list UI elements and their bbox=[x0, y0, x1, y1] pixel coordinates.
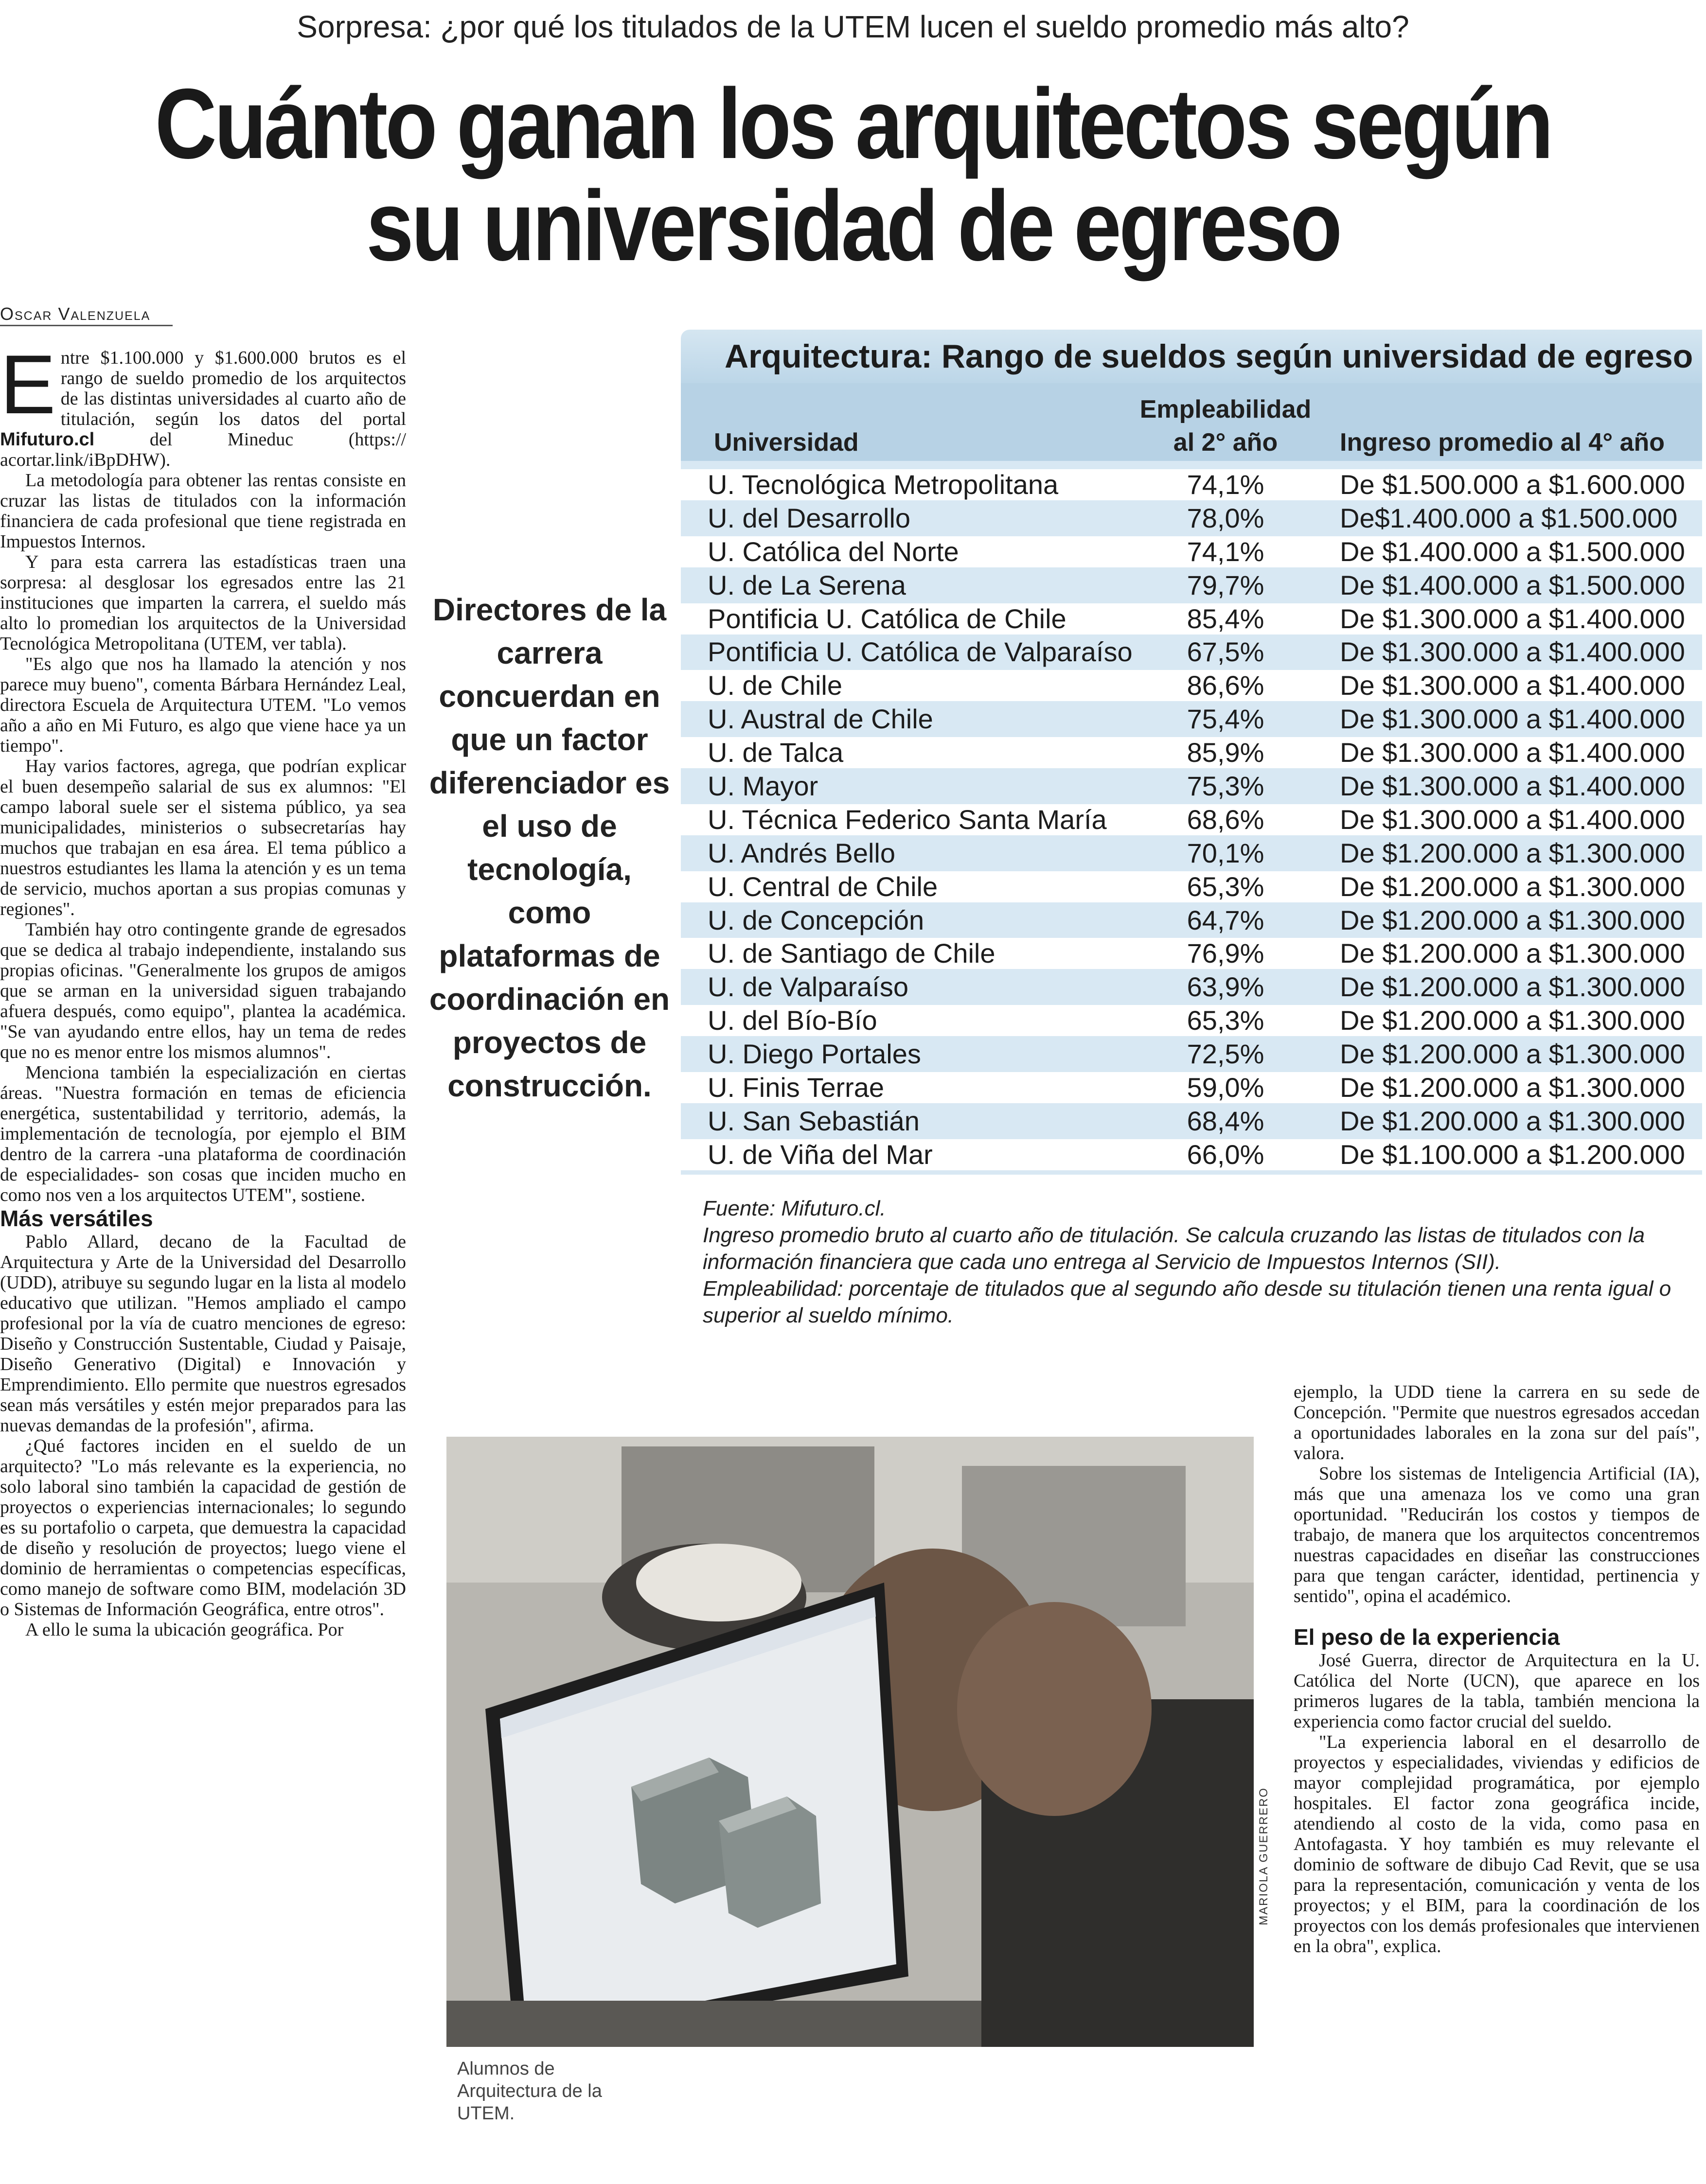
employability-cell: 65,3% bbox=[1187, 871, 1264, 902]
university-cell: U. de La Serena bbox=[708, 569, 906, 600]
income-cell: De $1.200.000 a $1.300.000 bbox=[1340, 938, 1685, 969]
salary-table bbox=[681, 330, 1702, 1175]
table-body bbox=[681, 461, 1702, 1175]
note-employability: Empleabilidad: porcentaje de titulados que al segundo año desde su titulación tienen una renta igual o superior al sueldo mínimo. bbox=[703, 1277, 1671, 1327]
table-row bbox=[681, 870, 1702, 904]
employability-cell: 85,4% bbox=[1187, 603, 1264, 634]
paragraph: A ello le suma la ubicación geográfica. Por bbox=[25, 1620, 344, 1640]
university-cell: Pontificia U. Católica de Valparaíso bbox=[708, 636, 1133, 668]
paragraph: También hay otro contingente grande de egresados que se dedica al trabajo independiente, instalando sus propias oficinas. "Generalmente los grupos de amigos que se arman en la universidad siguen trabajando afuera después, como equipo", plantea la académica. "Se van ayudando entre ellos, hay un tema de redes que no es menor entre los mismos alumnos". bbox=[0, 919, 406, 1062]
table-row bbox=[681, 803, 1702, 837]
table-row bbox=[681, 468, 1702, 502]
pull-quote: Directores de la carrera concuerdan en que un factor diferenciador es el uso de tecnología, como plataformas de coordinación en proyectos de construcción. bbox=[429, 592, 670, 1103]
note-income: Ingreso promedio bruto al cuarto año de titulación. Se calcula cruzando las listas de titulados con la información financiera que cada uno entrega al Servicio de Impuestos Internos (SII). bbox=[703, 1223, 1645, 1274]
paragraph: Y para esta carrera las estadísticas traen una sorpresa: al desglosar los egresados entre las 21 instituciones que imparten la carrera, el sueldo más alto lo promedian los arquitectos de la Universidad Tecnológica Metropolitana (UTEM, ver tabla). bbox=[0, 552, 406, 654]
mifuturo-link: Mifuturo.cl bbox=[0, 429, 95, 450]
kicker: Sorpresa: ¿por qué los titulados de la UTEM lucen el sueldo promedio más alto? bbox=[297, 9, 1409, 44]
photo-illustration bbox=[446, 1437, 1254, 2047]
paragraph: "Es algo que nos ha llamado la atención y nos parece muy bueno", comenta Bárbara Hernández Leal, directora Escuela de Arquitectura UTEM. "Lo vemos año a año en Mi Futuro, es algo que viene hace ya un tiempo". bbox=[0, 654, 406, 756]
paragraph: ejemplo, la UDD tiene la carrera en su sede de Concepción. "Permite que nuestros egresados accedan a oportunidades laborales en la zona sur del país", valora. bbox=[1294, 1382, 1700, 1463]
right-column bbox=[1294, 1382, 1700, 1956]
employability-cell: 78,0% bbox=[1187, 502, 1264, 533]
header-income: Ingreso promedio al 4° año bbox=[1340, 428, 1665, 457]
photo-caption: Alumnos de Arquitectura de la UTEM. bbox=[457, 2059, 602, 2124]
income-cell: De $1.300.000 a $1.400.000 bbox=[1340, 670, 1685, 701]
employability-cell: 76,9% bbox=[1187, 938, 1264, 969]
photo-credit: MARIOLA GUERRERO bbox=[1257, 1787, 1270, 1925]
note-source: Fuente: Mifuturo.cl. bbox=[703, 1197, 886, 1220]
byline: Oscar Valenzuela bbox=[0, 304, 151, 324]
employability-cell: 72,5% bbox=[1187, 1039, 1264, 1070]
byline-rule bbox=[0, 325, 173, 326]
income-cell: De $1.300.000 a $1.400.000 bbox=[1340, 636, 1685, 668]
income-cell: De $1.200.000 a $1.300.000 bbox=[1340, 837, 1685, 868]
income-cell: De $1.300.000 a $1.400.000 bbox=[1340, 737, 1685, 768]
income-cell: De $1.400.000 a $1.500.000 bbox=[1340, 536, 1685, 567]
employability-cell: 74,1% bbox=[1187, 536, 1264, 567]
paragraph: Hay varios factores, agrega, que podrían explicar el buen desempeño salarial de sus ex alumnos: "El campo laboral suele ser el sistema público, ya sea municipalidades, ministerios o subsecretarías hay muchos que trabajan en esa área. El tema público a nuestros estudiantes les llama la atención y es un tema de servicio, muchos aportan a sus propias comunas y regiones". bbox=[0, 756, 406, 919]
paragraph: Sobre los sistemas de Inteligencia Artificial (IA), más que una amenaza los ve como una gran oportunidad. "Reducirán los costos y tiempos de trabajo, de manera que los arquitectos concentremos nuestras capacidades en diseñar las construcciones para que tengan carácter, identidad, pertinencia y sentido", opina el académico. bbox=[1294, 1463, 1700, 1606]
university-cell: U. de Talca bbox=[708, 737, 844, 768]
headline-line-2: su universidad de egreso bbox=[366, 170, 1340, 282]
table-row bbox=[681, 669, 1702, 703]
paragraph: "La experiencia laboral en el desarrollo de proyectos y especialidades, viviendas y edificios de mayor complejidad programática, por ejemplo hospitales. El factor zona geográfica incide, atendiendo al costo de la vida, como pasa en Antofagasta. Y hoy también es muy relevante el dominio de software de dibujo Cad Revit, que se usa para la representación, comunicación y venta de los proyectos; y el BIM, para la coordinación de los proyectos con los demás profesionales que intervienen en la obra", explica. bbox=[1294, 1732, 1700, 1956]
employability-cell: 70,1% bbox=[1187, 837, 1264, 868]
university-cell: U. de Chile bbox=[708, 670, 843, 701]
income-cell: De $1.300.000 a $1.400.000 bbox=[1340, 704, 1685, 735]
income-cell: De $1.200.000 a $1.300.000 bbox=[1340, 904, 1685, 935]
table-row bbox=[681, 970, 1702, 1004]
employability-cell: 86,6% bbox=[1187, 670, 1264, 701]
employability-cell: 75,4% bbox=[1187, 704, 1264, 735]
income-cell: De $1.500.000 a $1.600.000 bbox=[1340, 469, 1685, 500]
income-cell: De$1.400.000 a $1.500.000 bbox=[1340, 502, 1678, 533]
table-row bbox=[681, 602, 1702, 636]
employability-cell: 75,3% bbox=[1187, 771, 1264, 802]
university-cell: U. Finis Terrae bbox=[708, 1072, 885, 1103]
table-row bbox=[681, 770, 1702, 803]
employability-cell: 68,6% bbox=[1187, 804, 1264, 835]
income-cell: De $1.300.000 a $1.400.000 bbox=[1340, 603, 1685, 634]
table-row bbox=[681, 502, 1702, 535]
table-row bbox=[681, 736, 1702, 770]
employability-cell: 64,7% bbox=[1187, 904, 1264, 935]
photo-students bbox=[446, 1437, 1254, 2047]
university-cell: U. del Bío-Bío bbox=[708, 1005, 877, 1036]
subhead-mas-versatiles: Más versátiles bbox=[0, 1206, 153, 1231]
university-cell: U. del Desarrollo bbox=[708, 502, 911, 533]
paragraph: Menciona también la especialización en ciertas áreas. "Nuestra formación en temas de eficiencia energética, sustentabilidad y territorio, además, la implementación de tecnología, por ejemplo el BIM dentro de la carrera -una plataforma de coordinación de especialidades- son cosas que inciden mucho en como nos ven a los arquitectos UTEM", sostiene. bbox=[0, 1062, 406, 1205]
employability-cell: 63,9% bbox=[1187, 971, 1264, 1003]
income-cell: De $1.200.000 a $1.300.000 bbox=[1340, 1072, 1685, 1103]
table-row bbox=[681, 535, 1702, 569]
employability-cell: 68,4% bbox=[1187, 1105, 1264, 1136]
table-row bbox=[681, 837, 1702, 870]
income-cell: De $1.200.000 a $1.300.000 bbox=[1340, 1105, 1685, 1136]
income-cell: De $1.200.000 a $1.300.000 bbox=[1340, 971, 1685, 1003]
employability-cell: 79,7% bbox=[1187, 569, 1264, 600]
header-university: Universidad bbox=[714, 428, 859, 457]
table-row bbox=[681, 569, 1702, 602]
university-cell: U. Tecnológica Metropolitana bbox=[708, 469, 1059, 500]
header-employability-2: al 2° año bbox=[1173, 428, 1278, 457]
university-cell: U. Técnica Federico Santa María bbox=[708, 804, 1107, 835]
university-cell: U. Diego Portales bbox=[708, 1039, 921, 1070]
university-cell: U. de Valparaíso bbox=[708, 971, 908, 1003]
income-cell: De $1.100.000 a $1.200.000 bbox=[1340, 1139, 1685, 1170]
income-cell: De $1.200.000 a $1.300.000 bbox=[1340, 1039, 1685, 1070]
income-cell: De $1.300.000 a $1.400.000 bbox=[1340, 804, 1685, 835]
employability-cell: 65,3% bbox=[1187, 1005, 1264, 1036]
employability-cell: 66,0% bbox=[1187, 1139, 1264, 1170]
table-row bbox=[681, 904, 1702, 937]
university-cell: U. Mayor bbox=[708, 771, 818, 802]
university-cell: U. San Sebastián bbox=[708, 1105, 920, 1136]
table-row bbox=[681, 1004, 1702, 1038]
headline-line-1: Cuánto ganan los arquitectos según bbox=[155, 68, 1551, 179]
university-cell: Pontificia U. Católica de Chile bbox=[708, 603, 1066, 634]
table-row bbox=[681, 1138, 1702, 1172]
university-cell: U. de Santiago de Chile bbox=[708, 938, 995, 969]
subhead-peso-experiencia: El peso de la experiencia bbox=[1294, 1624, 1560, 1650]
table-title: Arquitectura: Rango de sueldos según universidad de egreso bbox=[681, 330, 1702, 383]
table-row bbox=[681, 1038, 1702, 1071]
table-header bbox=[681, 383, 1702, 461]
table-row bbox=[681, 1105, 1702, 1138]
university-cell: U. Central de Chile bbox=[708, 871, 938, 902]
table-row bbox=[681, 1071, 1702, 1105]
left-column bbox=[0, 338, 406, 1640]
paragraph: ¿Qué factores inciden en el sueldo de un arquitecto? "Lo más relevante es la experiencia, no solo laboral sino también la capacidad de gestión de proyectos o experiencias internacionales; lo segundo es su portafolio o carpeta, que demuestra la capacidad de diseño y resolución de proyectos; luego viene el dominio de herramientas o competencias específicas, como manejo de software como BIM, modelación 3D o Sistemas de Información Geográfica, entre otros". bbox=[0, 1436, 406, 1620]
drop-cap: E bbox=[0, 338, 56, 431]
table-notes bbox=[703, 1195, 1675, 1329]
income-cell: De $1.300.000 a $1.400.000 bbox=[1340, 771, 1685, 802]
university-cell: U. de Viña del Mar bbox=[708, 1139, 933, 1170]
employability-cell: 85,9% bbox=[1187, 737, 1264, 768]
intro-end: del Mineduc (https:// acortar.link/iBpDHW). bbox=[0, 429, 406, 470]
paragraph: Pablo Allard, decano de la Facultad de Arquitectura y Arte de la Universidad del Desarrollo (UDD), atribuye su segundo lugar en la lista al modelo educativo que utilizan. "Hemos ampliado el campo profesional por la vía de cuatro menciones de egreso: Diseño y Construcción Sustentable, Ciudad y Paisaje, Diseño Generativo (Digital) e Innovación y Emprendimiento. Ello permite que nuestros egresados sean más versátiles y estén mejor preparados para las nuevas demandas de la profesión", afirma. bbox=[0, 1232, 406, 1436]
university-cell: U. Austral de Chile bbox=[708, 704, 933, 735]
headline bbox=[120, 68, 1587, 282]
table-row bbox=[681, 703, 1702, 736]
income-cell: De $1.200.000 a $1.300.000 bbox=[1340, 1005, 1685, 1036]
table-row bbox=[681, 635, 1702, 669]
paragraph: La metodología para obtener las rentas consiste en cruzar las listas de titulados con la información financiera de cada profesional que tiene registrada en Impuestos Internos. bbox=[0, 470, 406, 552]
university-cell: U. Católica del Norte bbox=[708, 536, 959, 567]
intro-paragraph bbox=[0, 338, 406, 470]
table-row bbox=[681, 937, 1702, 970]
intro-text: ntre $1.100.000 y $1.600.000 brutos es el rango de sueldo promedio de los arquitectos de las distintas universidades al cuarto año de titulación, según los datos del portal bbox=[60, 348, 406, 429]
income-cell: De $1.200.000 a $1.300.000 bbox=[1340, 871, 1685, 902]
employability-cell: 67,5% bbox=[1187, 636, 1264, 668]
employability-cell: 59,0% bbox=[1187, 1072, 1264, 1103]
header-employability-1: Empleabilidad bbox=[1139, 395, 1312, 423]
paragraph: José Guerra, director de Arquitectura en la U. Católica del Norte (UCN), que aparece en los primeros lugares de la tabla, también menciona la experiencia como factor crucial del sueldo. bbox=[1294, 1650, 1700, 1732]
income-cell: De $1.400.000 a $1.500.000 bbox=[1340, 569, 1685, 600]
university-cell: U. Andrés Bello bbox=[708, 837, 895, 868]
university-cell: U. de Concepción bbox=[708, 904, 924, 935]
employability-cell: 74,1% bbox=[1187, 469, 1264, 500]
